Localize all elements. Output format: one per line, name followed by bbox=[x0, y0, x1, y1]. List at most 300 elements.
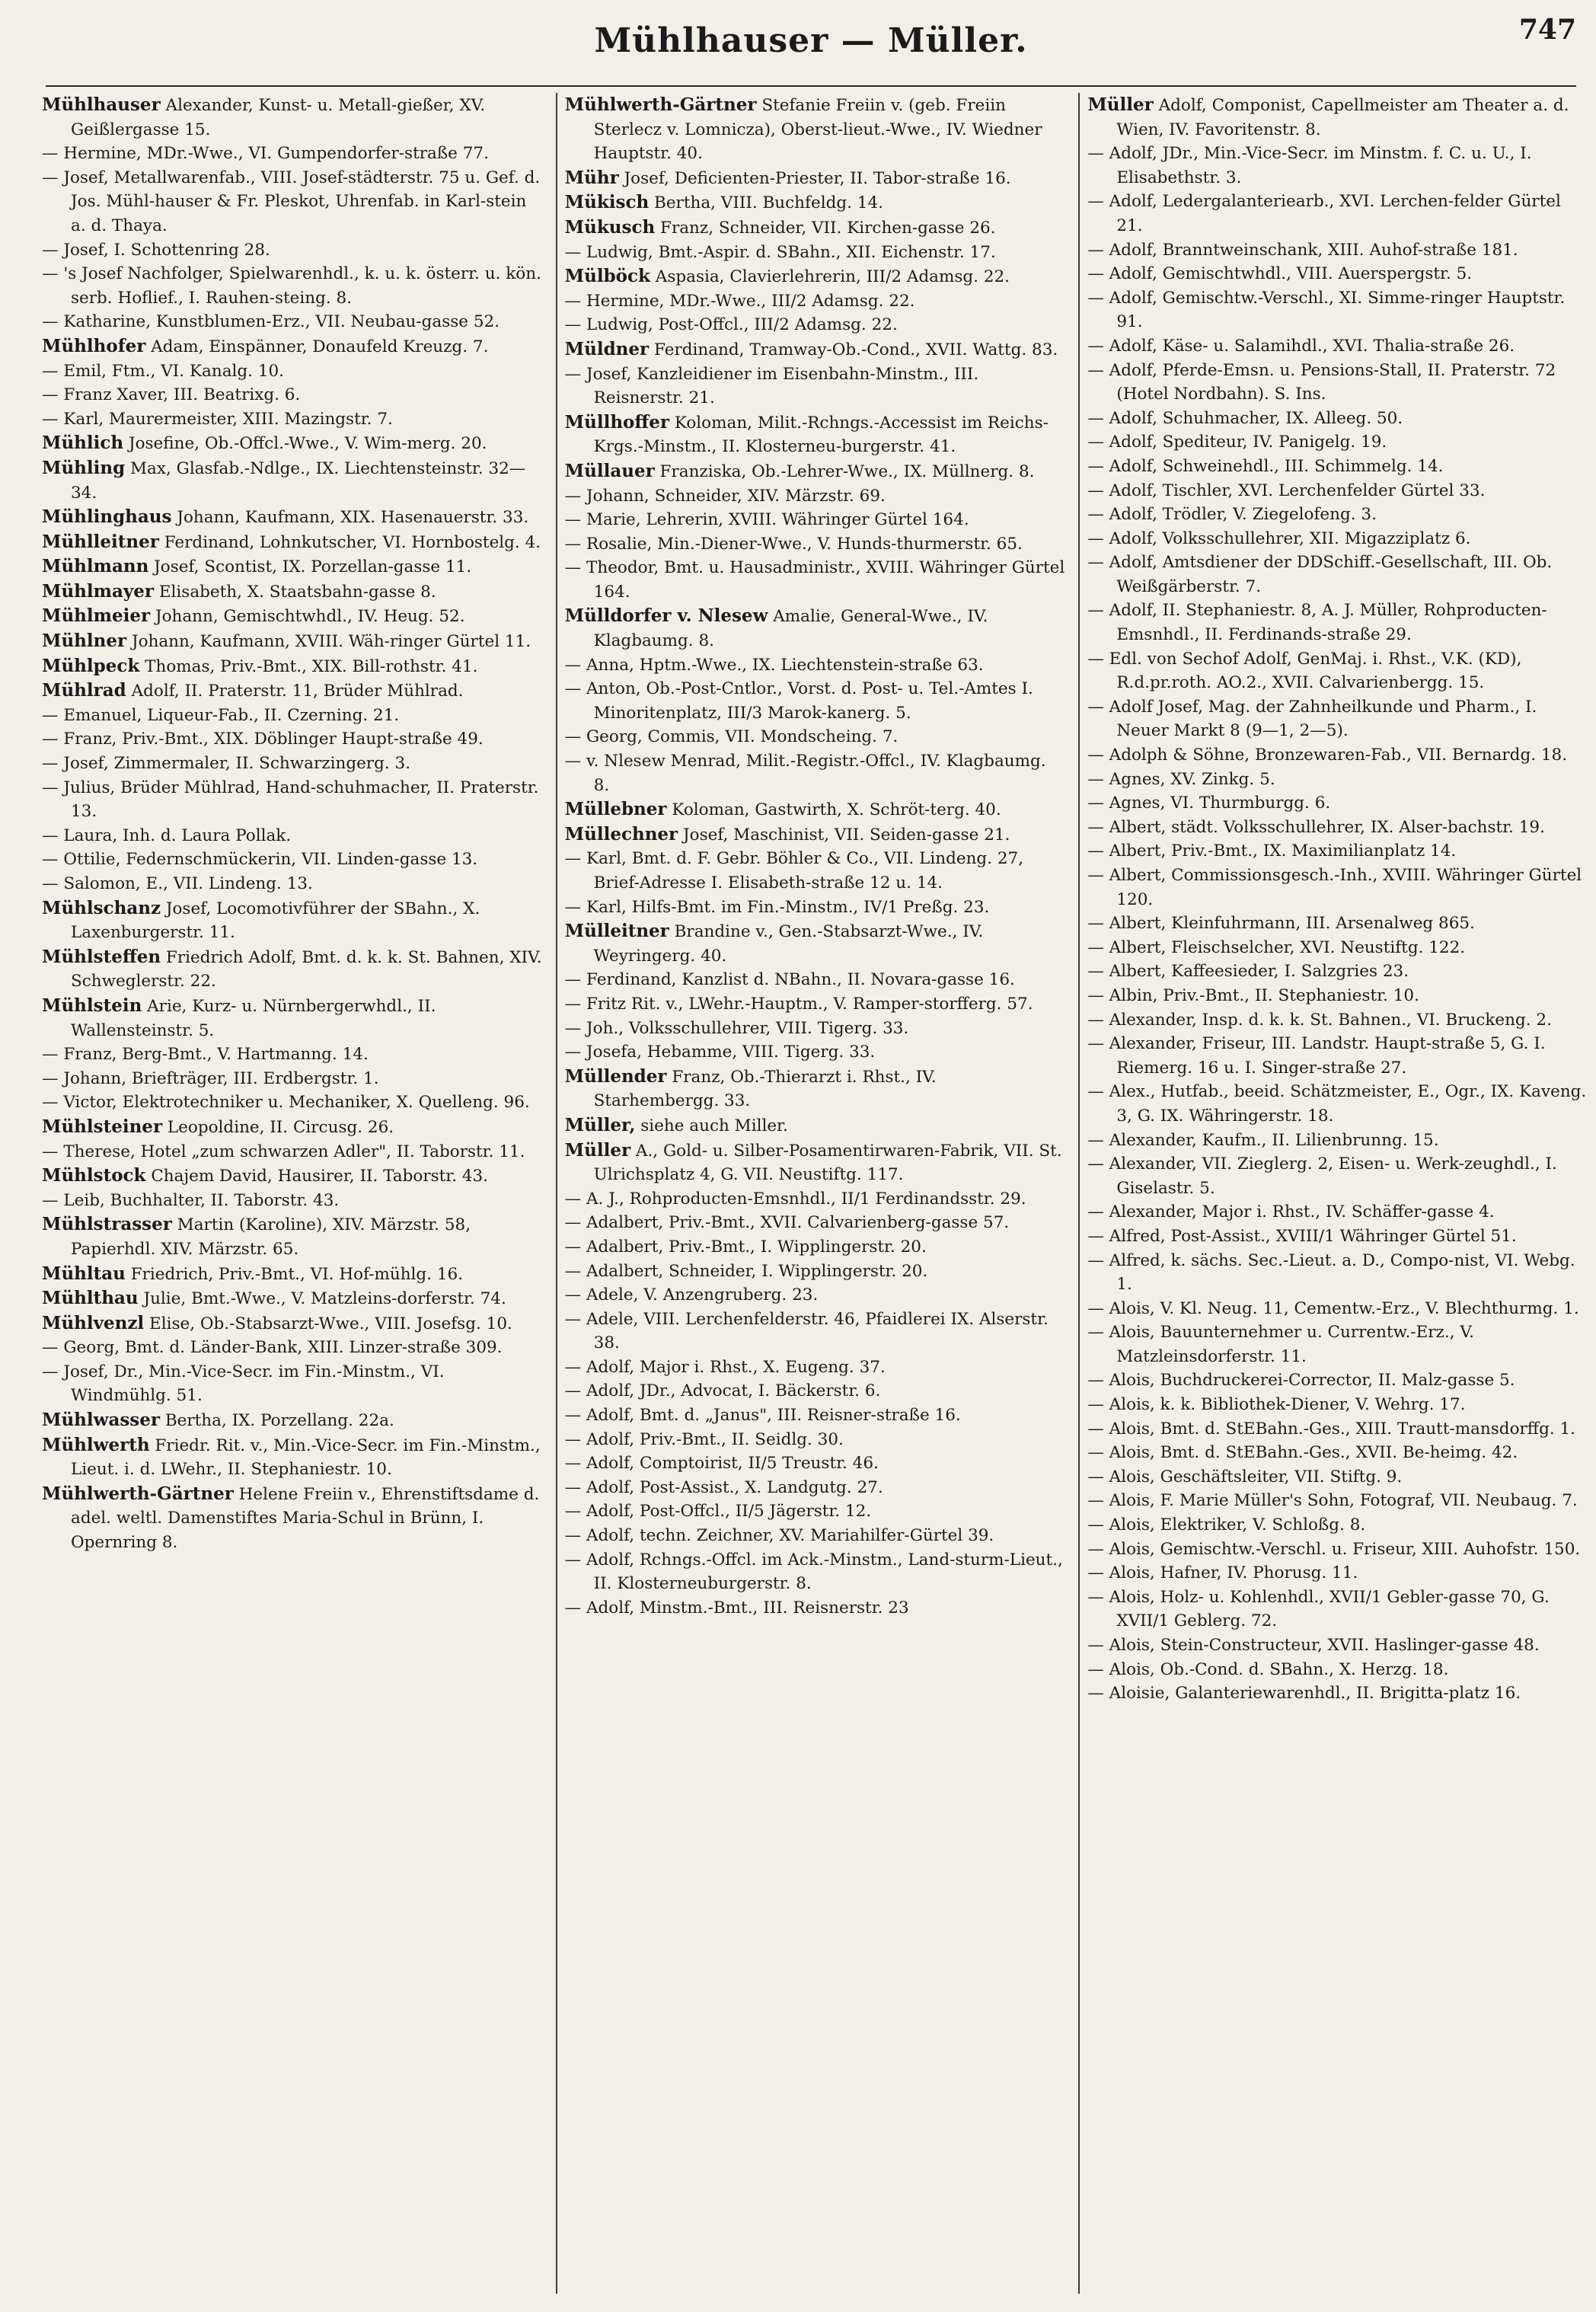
directory-entry bbox=[1087, 1200, 1588, 1225]
entry-details: — Adele, VIII. Lerchenfelderstr. 46, Pfaidlerei IX. Alserstr. 38. bbox=[564, 1309, 1049, 1353]
entry-surname: Mühlmann bbox=[42, 556, 149, 577]
entry-details: — Alois, V. Kl. Neug. 11, Cementw.-Erz., V. Blechthurmg. 1. bbox=[1087, 1298, 1579, 1318]
directory-entry bbox=[1087, 238, 1588, 263]
directory-entry bbox=[1087, 1633, 1588, 1658]
entry-details: siehe auch Miller. bbox=[635, 1116, 788, 1135]
entry-surname: Mühlsteiner bbox=[42, 1116, 163, 1137]
entry-details: — Alexander, Kaufm., II. Lilienbrunng. 15. bbox=[1087, 1130, 1439, 1150]
entry-details: Josefine, Ob.-Offcl.-Wwe., V. Wim-merg. 20. bbox=[123, 434, 487, 454]
entry-details: — Adolf, II. Stephaniestr. 8, A. J. Müller, Rohproducten-Emsnhdl., II. Ferdinands-straße 29. bbox=[1087, 601, 1547, 645]
directory-entry bbox=[1087, 1080, 1588, 1128]
entry-details: — Adolph & Söhne, Bronzewaren-Fab., VII. Bernardg. 18. bbox=[1087, 746, 1568, 765]
directory-entry bbox=[1087, 286, 1588, 334]
entry-details: Julie, Bmt.-Wwe., V. Matzleins-dorferstr. 74. bbox=[138, 1289, 506, 1309]
directory-entry bbox=[42, 727, 542, 752]
entry-details: — Adolf, Schweinehdl., III. Schimmelg. 14. bbox=[1087, 456, 1444, 476]
directory-entry bbox=[1087, 334, 1588, 359]
entry-details: — Adolf, Amtsdiener der DDSchiff.-Gesellschaft, III. Ob. Weißgärberstr. 7. bbox=[1087, 553, 1553, 596]
entry-details: Elise, Ob.-Stabsarzt-Wwe., VIII. Josefsg. 10. bbox=[144, 1314, 512, 1333]
directory-entry bbox=[1087, 1513, 1588, 1538]
directory-entry bbox=[1087, 864, 1588, 912]
entry-surname: Müller bbox=[1087, 94, 1154, 115]
directory-entry bbox=[42, 505, 542, 530]
directory-entry bbox=[42, 1164, 542, 1189]
directory-entry bbox=[42, 1286, 542, 1311]
directory-entry bbox=[565, 822, 1065, 848]
entry-details: — Therese, Hotel „zum schwarzen Adler", II. Taborstr. 11. bbox=[42, 1142, 525, 1161]
running-head: Mühlhauser — Müller. bbox=[594, 21, 1028, 60]
entry-details: — Adolf, Ledergalanteriearb., XVI. Lerchen-felder Gürtel 21. bbox=[1087, 192, 1561, 235]
entry-details: — Adolf, JDr., Advocat, I. Bäckerstr. 6. bbox=[564, 1381, 881, 1401]
directory-entry bbox=[42, 1433, 542, 1482]
entry-details: — Theodor, Bmt. u. Hausadministr., XVIII. Währinger Gürtel 164. bbox=[564, 558, 1065, 602]
directory-entry bbox=[42, 1067, 542, 1091]
entry-details: Alexander, Kunst- u. Metall-gießer, XV. Geißlergasse 15. bbox=[71, 96, 486, 139]
entry-details: — Adolf, Pferde-Emsn. u. Pensions-Stall, II. Praterstr. 72 (Hotel Nordbahn). S. Ins. bbox=[1087, 360, 1556, 404]
directory-entry bbox=[42, 310, 542, 334]
directory-entry bbox=[1087, 262, 1588, 286]
entry-details: Adolf, Componist, Capellmeister am Theater a. d. Wien, IV. Favoritenstr. 8. bbox=[1116, 96, 1569, 139]
directory-entry bbox=[1087, 647, 1588, 695]
directory-entry bbox=[565, 992, 1065, 1017]
entry-surname: Mühling bbox=[42, 457, 126, 478]
directory-entry bbox=[565, 968, 1065, 992]
entry-details: Friedr. Rit. v., Min.-Vice-Secr. im Fin.-Minstm., Lieut. i. d. LWehr., II. Stephaniestr. 10. bbox=[71, 1435, 541, 1480]
entry-details: Franz, Ob.-Thierarzt i. Rhst., IV. Starhembergg. 33. bbox=[593, 1067, 937, 1111]
entry-surname: Mülldorfer v. Nlesew bbox=[564, 605, 768, 627]
directory-entry bbox=[565, 847, 1065, 895]
directory-entry bbox=[565, 459, 1065, 484]
directory-entry bbox=[565, 1211, 1065, 1235]
entry-details: — Adolf, Minstm.-Bmt., III. Reisnerstr. 23 bbox=[564, 1598, 909, 1617]
entry-details: — Alfred, Post-Assist., XVIII/1 Währinger Gürtel 51. bbox=[1087, 1226, 1517, 1246]
directory-entry bbox=[1087, 936, 1588, 960]
entry-surname: Mühlstein bbox=[42, 995, 142, 1016]
directory-entry bbox=[565, 313, 1065, 337]
entry-details: — Adolf, Schuhmacher, IX. Alleeg. 50. bbox=[1087, 408, 1403, 428]
directory-entry bbox=[565, 532, 1065, 557]
entry-details: — Adalbert, Schneider, I. Wipplingerstr. 20. bbox=[564, 1261, 928, 1281]
directory-entry bbox=[565, 677, 1065, 725]
entry-details: Arie, Kurz- u. Nürnbergerwhdl., II. Wallensteinstr. 5. bbox=[71, 996, 436, 1040]
directory-entry bbox=[42, 1140, 542, 1164]
entry-details: Amalie, General-Wwe., IV. Klagbaumg. 8. bbox=[593, 607, 988, 651]
directory-entry bbox=[565, 1524, 1065, 1548]
entry-details: — Adolf Josef, Mag. der Zahnheilkunde und Pharm., I. Neuer Markt 8 (9—1, 2—5). bbox=[1087, 697, 1537, 741]
directory-entry bbox=[565, 1451, 1065, 1476]
directory-entry bbox=[1087, 430, 1588, 455]
directory-entry bbox=[1087, 1249, 1588, 1297]
entry-surname: Müller, bbox=[564, 1114, 636, 1135]
directory-entry bbox=[1087, 768, 1588, 792]
entry-details: — Adolf, techn. Zeichner, XV. Mariahilfer-Gürtel 39. bbox=[564, 1526, 994, 1546]
entry-details: — Adolf, Post-Assist., X. Landgutg. 27. bbox=[564, 1477, 883, 1497]
directory-entry bbox=[1087, 479, 1588, 503]
entry-surname: Mühlhofer bbox=[42, 335, 146, 356]
directory-entry bbox=[1087, 743, 1588, 768]
entry-details: — Adolf, Rchngs.-Offcl. im Ack.-Minstm., Land-sturm-Lieut., II. Klosterneuburgerstr. 8. bbox=[564, 1550, 1063, 1594]
entry-details: — Alois, Hafner, IV. Phorusg. 11. bbox=[1087, 1563, 1358, 1583]
entry-details: — Aloisie, Galanteriewarenhdl., II. Brigitta-platz 16. bbox=[1087, 1684, 1521, 1704]
entry-surname: Mühlschanz bbox=[42, 897, 161, 918]
directory-entry bbox=[42, 142, 542, 166]
entry-details: — Adolf, Branntweinschank, XIII. Auhof-straße 181. bbox=[1087, 240, 1518, 260]
entry-details: — Emil, Ftm., VI. Kanalg. 10. bbox=[42, 361, 285, 381]
directory-entry bbox=[42, 896, 542, 945]
directory-entry bbox=[565, 1235, 1065, 1260]
directory-entry bbox=[565, 604, 1065, 653]
directory-entry bbox=[1087, 359, 1588, 407]
directory-entry bbox=[42, 1360, 542, 1408]
entry-details: — Adolf, JDr., Min.-Vice-Secr. im Minstm. f. C. u. U., I. Elisabethstr. 3. bbox=[1087, 144, 1532, 187]
entry-details: — Albert, Fleischselcher, XVI. Neustiftg. 122. bbox=[1087, 937, 1466, 957]
entry-details: — Adolf, Volksschullehrer, XII. Migazziplatz 6. bbox=[1087, 529, 1471, 548]
directory-entry bbox=[1087, 1681, 1588, 1706]
directory-entry bbox=[565, 508, 1065, 532]
directory-entry bbox=[565, 1499, 1065, 1524]
directory-entry bbox=[565, 190, 1065, 216]
entry-surname: Mühlich bbox=[42, 433, 124, 454]
directory-entry bbox=[565, 1283, 1065, 1308]
directory-entry bbox=[565, 241, 1065, 265]
entry-details: Martin (Karoline), XIV. Märzstr. 58, Papierhdl. XIV. Märzstr. 65. bbox=[71, 1215, 471, 1259]
directory-entry bbox=[1087, 1417, 1588, 1442]
entry-details: Friedrich, Priv.-Bmt., VI. Hof-mühlg. 16. bbox=[125, 1264, 464, 1284]
entry-details: — Alois, Buchdruckerei-Corrector, II. Malz-gasse 5. bbox=[1087, 1371, 1515, 1391]
entry-details: Friedrich Adolf, Bmt. d. k. k. St. Bahnen, XIV. Schweglerstr. 22. bbox=[71, 947, 542, 992]
directory-entry bbox=[42, 580, 542, 605]
directory-entry bbox=[565, 289, 1065, 314]
entry-details: — Josef, Zimmermaler, II. Schwarzingerg. 3. bbox=[42, 754, 411, 774]
directory-entry bbox=[1087, 1129, 1588, 1153]
entry-details: — Joh., Volksschullehrer, VIII. Tigerg. 33. bbox=[564, 1018, 909, 1038]
entry-surname: Mühltau bbox=[42, 1263, 126, 1284]
entry-surname: Mühlleitner bbox=[42, 531, 159, 552]
entry-details: — Edl. von Sechof Adolf, GenMaj. i. Rhst., V.K. (KD), R.d.pr.roth. AO.2., XVII. Calvarienbergg. 15. bbox=[1087, 649, 1522, 693]
entry-details: — Albert, Priv.-Bmt., IX. Maximilianplatz 14. bbox=[1087, 841, 1457, 861]
entry-details: Josef, Locomotivführer der SBahn., X. Laxenburgerstr. 11. bbox=[71, 899, 480, 943]
entry-details: — Katharine, Kunstblumen-Erz., VII. Neubau-gasse 52. bbox=[42, 312, 500, 332]
entry-surname: Mühlhauser bbox=[42, 94, 161, 115]
directory-entry bbox=[565, 1428, 1065, 1452]
entry-details: — Adolf, Trödler, V. Ziegelofeng. 3. bbox=[1087, 505, 1377, 525]
entry-details: — Josef, Kanzleidiener im Eisenbahn-Minstm., III. Reisnerstr. 21. bbox=[564, 364, 979, 408]
directory-entry bbox=[565, 1596, 1065, 1621]
entry-details: Adolf, II. Praterstr. 11, Brüder Mühlrad. bbox=[126, 682, 464, 701]
directory-entry bbox=[42, 431, 542, 456]
entry-details: — Alois, Geschäftsleiter, VII. Stiftg. 9. bbox=[1087, 1467, 1403, 1487]
directory-entry bbox=[42, 872, 542, 896]
directory-entry bbox=[42, 166, 542, 238]
directory-entry bbox=[565, 337, 1065, 362]
directory-entry bbox=[42, 1115, 542, 1140]
entry-details: — Alois, k. k. Bibliothek-Diener, V. Wehrg. 17. bbox=[1087, 1395, 1466, 1415]
directory-entry bbox=[1087, 1465, 1588, 1490]
entry-details: — 's Josef Nachfolger, Spielwarenhdl., k. u. k. österr. u. kön. serb. Hoflief., I. Rauhen-steing. 8. bbox=[42, 264, 541, 308]
column-middle bbox=[556, 93, 1065, 2294]
entry-details: — Adalbert, Priv.-Bmt., I. Wipplingerstr. 20. bbox=[564, 1237, 927, 1257]
entry-details: — Georg, Bmt. d. Länder-Bank, XIII. Linzer-straße 309. bbox=[42, 1338, 503, 1358]
directory-entry bbox=[42, 704, 542, 728]
entry-surname: Mühlvenzl bbox=[42, 1312, 145, 1333]
entry-details: Josef, Deficienten-Priester, II. Tabor-straße 16. bbox=[618, 168, 1011, 188]
header-rule bbox=[46, 85, 1576, 87]
directory-entry bbox=[565, 93, 1065, 166]
entry-details: — Johann, Schneider, XIV. Märzstr. 69. bbox=[564, 486, 886, 506]
entry-surname: Mühlthau bbox=[42, 1288, 139, 1309]
entry-details: — v. Nlesew Menrad, Milit.-Registr.-Offcl., IV. Klagbaumg. 8. bbox=[564, 752, 1046, 795]
entry-details: Josef, Maschinist, VII. Seiden-gasse 21. bbox=[678, 825, 1010, 845]
entry-details: Aspasia, Clavierlehrerin, III/2 Adamsg. 22. bbox=[650, 267, 1010, 287]
directory-entry bbox=[42, 994, 542, 1043]
entry-details: — Adolf, Bmt. d. „Janus", III. Reisner-straße 16. bbox=[564, 1406, 961, 1426]
entry-details: Franziska, Ob.-Lehrer-Wwe., IX. Müllnerg. 8. bbox=[654, 461, 1035, 481]
directory-entry bbox=[42, 1336, 542, 1360]
directory-entry bbox=[1087, 1586, 1588, 1633]
entry-details: — Albert, städt. Volksschullehrer, IX. Alser-bachstr. 19. bbox=[1087, 817, 1545, 837]
entry-details: — Karl, Bmt. d. F. Gebr. Böhler & Co., VII. Lindeng. 27, Brief-Adresse I. Elisabeth-straße 12 u. 14. bbox=[564, 849, 1024, 893]
entry-details: — Alfred, k. sächs. Sec.-Lieut. a. D., Compo-nist, VI. Webg. 1. bbox=[1087, 1250, 1575, 1295]
directory-entry bbox=[565, 1017, 1065, 1041]
directory-entry bbox=[1087, 816, 1588, 840]
entry-details: — Adolf, Gemischtw.-Verschl., XI. Simme-ringer Hauptstr. 91. bbox=[1087, 288, 1566, 332]
directory-entry bbox=[42, 1091, 542, 1115]
directory-entry bbox=[1087, 1658, 1588, 1682]
entry-details: — Georg, Commis, VII. Mondscheing. 7. bbox=[564, 727, 899, 747]
entry-surname: Mühlner bbox=[42, 631, 127, 652]
entry-surname: Müllebner bbox=[564, 799, 667, 820]
entry-details: — Ludwig, Post-Offcl., III/2 Adamsg. 22. bbox=[564, 315, 898, 335]
directory-entry bbox=[565, 1356, 1065, 1380]
entry-details: Chajem David, Hausirer, II. Taborstr. 43. bbox=[145, 1167, 489, 1186]
entry-details: — Adalbert, Priv.-Bmt., XVII. Calvarienberg-gasse 57. bbox=[564, 1213, 1010, 1233]
directory-entry bbox=[42, 530, 542, 555]
directory-entry bbox=[565, 1260, 1065, 1284]
directory-entry bbox=[1087, 93, 1588, 142]
entry-details: — Adele, V. Anzengruberg. 23. bbox=[564, 1285, 819, 1305]
directory-entry bbox=[1087, 190, 1588, 238]
entry-surname: Mühlinghaus bbox=[42, 506, 172, 528]
entry-details: — Josef, Metallwarenfab., VIII. Josef-städterstr. 75 u. Gef. d. Jos. Mühl-hauser & Fr. Pleskot, Uhrenfab. in Karl-stein a. d. Thaya. bbox=[42, 168, 541, 235]
entry-details: — Victor, Elektrotechniker u. Mechaniker, X. Quelleng. 96. bbox=[42, 1093, 530, 1113]
directory-entry bbox=[1087, 1538, 1588, 1562]
entry-details: — Rosalie, Min.-Diener-Wwe., V. Hunds-thurmerstr. 65. bbox=[564, 534, 1023, 554]
entry-details: — Alois, Ob.-Cond. d. SBahn., X. Herzg. 18. bbox=[1087, 1659, 1449, 1679]
entry-details: — Adolf, Major i. Rhst., X. Eugeng. 37. bbox=[564, 1357, 886, 1377]
directory-entry bbox=[42, 604, 542, 629]
entry-details: — Josef, I. Schottenring 28. bbox=[42, 240, 270, 260]
entry-surname: Müllhoffer bbox=[564, 411, 670, 433]
directory-entry bbox=[1087, 1297, 1588, 1321]
directory-entry bbox=[42, 945, 542, 994]
entry-surname: Mühlwerth bbox=[42, 1434, 150, 1455]
directory-entry bbox=[565, 749, 1065, 797]
entry-details: — Emanuel, Liqueur-Fab., II. Czerning. 21. bbox=[42, 705, 400, 725]
entry-details: — Albert, Commissionsgesch.-Inh., XVIII. Währinger Gürtel 120. bbox=[1087, 866, 1582, 909]
directory-entry bbox=[565, 264, 1065, 289]
directory-entry bbox=[565, 919, 1065, 968]
directory-entry bbox=[1087, 1368, 1588, 1393]
entry-details: — Albert, Kaffeesieder, I. Salzgries 23. bbox=[1087, 962, 1409, 982]
entry-details: Stefanie Freiin v. (geb. Freiin Sterlecz v. Lomnicza), Oberst-lieut.-Wwe., IV. Wiedner Hauptstr. 40. bbox=[593, 96, 1042, 164]
entry-surname: Mühlsteffen bbox=[42, 946, 161, 967]
entry-details: Elisabeth, X. Staatsbahn-gasse 8. bbox=[154, 582, 436, 602]
entry-details: Bertha, VIII. Buchfeldg. 14. bbox=[649, 193, 883, 213]
entry-details: — Alois, Gemischtw.-Verschl. u. Friseur, XIII. Auhofstr. 150. bbox=[1087, 1539, 1581, 1559]
entry-details: — Ottilie, Federnschmückerin, VII. Linden-gasse 13. bbox=[42, 850, 478, 870]
directory-entry bbox=[1087, 912, 1588, 936]
directory-entry bbox=[565, 410, 1065, 459]
entry-details: — Karl, Maurermeister, XIII. Mazingstr. 7. bbox=[42, 409, 393, 429]
directory-entry bbox=[42, 1408, 542, 1433]
directory-entry bbox=[42, 1482, 542, 1555]
entry-details: — Franz, Berg-Bmt., V. Hartmanng. 14. bbox=[42, 1045, 369, 1065]
entry-surname: Mühlmeier bbox=[42, 605, 151, 627]
directory-entry bbox=[1087, 1152, 1588, 1200]
directory-entry bbox=[1087, 527, 1588, 551]
directory-entry bbox=[1087, 1225, 1588, 1249]
directory-entry bbox=[565, 1113, 1065, 1138]
directory-entry bbox=[565, 166, 1065, 191]
directory-entry bbox=[42, 776, 542, 824]
directory-entry bbox=[42, 654, 542, 679]
directory-entry bbox=[42, 629, 542, 654]
entry-surname: Mülleitner bbox=[564, 921, 669, 942]
directory-entry bbox=[42, 93, 542, 142]
entry-details: — Hermine, MDr.-Wwe., III/2 Adamsg. 22. bbox=[564, 291, 915, 311]
directory-entry bbox=[42, 1043, 542, 1067]
directory-entry bbox=[565, 1040, 1065, 1065]
entry-details: Johann, Gemischtwhdl., IV. Heug. 52. bbox=[150, 607, 465, 627]
directory-entry bbox=[42, 334, 542, 359]
entry-details: — Franz, Priv.-Bmt., XIX. Döblinger Haupt-straße 49. bbox=[42, 730, 484, 749]
entry-details: — Ferdinand, Kanzlist d. NBahn., II. Novara-gasse 16. bbox=[564, 970, 1015, 990]
directory-entry bbox=[565, 1403, 1065, 1428]
directory-entry bbox=[1087, 791, 1588, 816]
entry-surname: Mükisch bbox=[564, 192, 650, 213]
entry-details: — Julius, Brüder Mühlrad, Hand-schuhmacher, II. Praterstr. 13. bbox=[42, 778, 539, 822]
directory-entry bbox=[42, 262, 542, 310]
directory-entry bbox=[565, 484, 1065, 509]
directory-entry bbox=[1087, 1032, 1588, 1080]
directory-entry bbox=[42, 1189, 542, 1213]
directory-entry bbox=[42, 1262, 542, 1287]
entry-details: A., Gold- u. Silber-Posamentirwaren-Fabrik, VII. St. Ulrichsplatz 4, G. VII. Neustiftg. 117. bbox=[593, 1141, 1062, 1185]
directory-entry bbox=[42, 456, 542, 505]
entry-details: — A. J., Rohproducten-Emsnhdl., II/1 Ferdinandsstr. 29. bbox=[564, 1189, 1026, 1209]
directory-entry bbox=[42, 679, 542, 704]
entry-details: — Adolf, Gemischtwhdl., VIII. Auerspergstr. 5. bbox=[1087, 264, 1473, 284]
directory-entry bbox=[42, 238, 542, 263]
entry-details: — Adolf, Priv.-Bmt., II. Seidlg. 30. bbox=[564, 1429, 844, 1449]
entry-details: — Karl, Hilfs-Bmt. im Fin.-Minstm., IV/1 Preßg. 23. bbox=[564, 897, 990, 917]
page-number: 747 bbox=[1518, 14, 1576, 46]
entry-surname: Mühlstock bbox=[42, 1165, 146, 1186]
entry-details: — Alexander, Friseur, III. Landstr. Haupt-straße 5, G. I. Riemerg. 16 u. I. Singer-straße 27. bbox=[1087, 1034, 1546, 1078]
entry-details: Ferdinand, Lohnkutscher, VI. Hornbostelg. 4. bbox=[158, 532, 541, 552]
column-right bbox=[1078, 93, 1588, 2294]
directory-entry bbox=[1087, 1393, 1588, 1417]
page-header bbox=[46, 6, 1576, 90]
entry-details: — Marie, Lehrerin, XVIII. Währinger Gürtel 164. bbox=[564, 510, 969, 530]
entry-surname: Müllauer bbox=[564, 460, 655, 481]
directory-entry bbox=[565, 1308, 1065, 1356]
directory-entry bbox=[1087, 1008, 1588, 1033]
directory-entry bbox=[1087, 695, 1588, 743]
entry-details: — Alois, Holz- u. Kohlenhdl., XVII/1 Gebler-gasse 70, G. XVII/1 Geblerg. 72. bbox=[1087, 1587, 1550, 1631]
entry-details: — Alexander, Major i. Rhst., IV. Schäffer-gasse 4. bbox=[1087, 1202, 1495, 1222]
directory-entry bbox=[1087, 1320, 1588, 1368]
directory-entry bbox=[565, 1548, 1065, 1596]
entry-details: — Alois, Bmt. d. StEBahn.-Ges., XIII. Trautt-mansdorffg. 1. bbox=[1087, 1419, 1576, 1439]
entry-details: — Josef, Dr., Min.-Vice-Secr. im Fin.-Minstm., VI. Windmühlg. 51. bbox=[42, 1362, 445, 1406]
directory-entry bbox=[565, 556, 1065, 604]
entry-details: — Adolf, Spediteur, IV. Panigelg. 19. bbox=[1087, 433, 1387, 452]
entry-details: — Alex., Hutfab., beeid. Schätzmeister, E., Ogr., IX. Kaveng. 3, G. IX. Währingerstr. 18. bbox=[1087, 1082, 1587, 1126]
directory-entry bbox=[42, 383, 542, 407]
directory-entry bbox=[565, 725, 1065, 749]
entry-details: — Laura, Inh. d. Laura Pollak. bbox=[42, 825, 292, 845]
directory-entry bbox=[565, 216, 1065, 241]
entry-details: — Alexander, Insp. d. k. k. St. Bahnen., VI. Bruckeng. 2. bbox=[1087, 1010, 1552, 1030]
entry-details: Johann, Kaufmann, XVIII. Wäh-ringer Gürtel 11. bbox=[126, 632, 531, 652]
entry-details: — Albert, Kleinfuhrmann, III. Arsenalweg 865. bbox=[1087, 914, 1475, 934]
entry-details: — Ludwig, Bmt.-Aspir. d. SBahn., XII. Eichenstr. 17. bbox=[564, 242, 996, 262]
entry-details: Johann, Kaufmann, XIX. Hasenauerstr. 33. bbox=[171, 508, 529, 528]
entry-surname: Müldner bbox=[564, 338, 650, 359]
directory-entry bbox=[42, 554, 542, 580]
entry-details: Ferdinand, Tramway-Ob.-Cond., XVII. Wattg. 83. bbox=[649, 340, 1058, 359]
directory-entry bbox=[565, 896, 1065, 920]
entry-details: — Fritz Rit. v., LWehr.-Hauptm., V. Ramper-storfferg. 57. bbox=[564, 994, 1033, 1014]
directory-entry bbox=[565, 1379, 1065, 1403]
entry-details: — Johann, Briefträger, III. Erdbergstr. 1. bbox=[42, 1068, 379, 1088]
entry-details: — Anna, Hptm.-Wwe., IX. Liechtenstein-straße 63. bbox=[564, 655, 984, 675]
directory-entry bbox=[42, 752, 542, 776]
entry-details: Thomas, Priv.-Bmt., XIX. Bill-rothstr. 41. bbox=[139, 656, 478, 676]
directory-entry bbox=[1087, 599, 1588, 647]
entry-details: Josef, Scontist, IX. Porzellan-gasse 11. bbox=[148, 557, 472, 577]
directory-entry bbox=[565, 797, 1065, 822]
entry-surname: Müllender bbox=[564, 1065, 667, 1087]
directory-entry bbox=[565, 1476, 1065, 1500]
directory-entry bbox=[1087, 407, 1588, 431]
entry-details: — Alois, F. Marie Müller's Sohn, Fotograf, VII. Neubaug. 7. bbox=[1087, 1491, 1578, 1511]
directory-entry bbox=[1087, 984, 1588, 1008]
entry-surname: Mühlstrasser bbox=[42, 1214, 172, 1235]
entry-details: — Leib, Buchhalter, II. Taborstr. 43. bbox=[42, 1190, 340, 1210]
entry-surname: Mülböck bbox=[564, 266, 650, 287]
entry-details: Adam, Einspänner, Donaufeld Kreuzg. 7. bbox=[145, 337, 489, 356]
directory-entry bbox=[1087, 503, 1588, 527]
entry-details: Koloman, Milit.-Rchngs.-Accessist im Reichs-Krgs.-Minstm., II. Klosterneu-burgerstr. 41. bbox=[593, 413, 1049, 457]
directory-entry bbox=[565, 362, 1065, 410]
entry-details: — Agnes, XV. Zinkg. 5. bbox=[1087, 769, 1275, 789]
directory-entry bbox=[42, 1311, 542, 1336]
directory-entry bbox=[42, 359, 542, 384]
entry-details: — Adolf, Tischler, XVI. Lerchenfelder Gürtel 33. bbox=[1087, 481, 1486, 500]
directory-entry bbox=[1087, 1561, 1588, 1586]
entry-details: — Alexander, VII. Zieglerg. 2, Eisen- u. Werk-zeughdl., I. Giselastr. 5. bbox=[1087, 1154, 1557, 1198]
directory-entry bbox=[42, 1212, 542, 1261]
entry-details: — Agnes, VI. Thurmburgg. 6. bbox=[1087, 794, 1331, 813]
directory-entry bbox=[1087, 839, 1588, 864]
entry-surname: Mühr bbox=[564, 167, 619, 188]
entry-surname: Mühlmayer bbox=[42, 580, 154, 602]
entry-details: Leopoldine, II. Circusg. 26. bbox=[162, 1117, 394, 1137]
directory-entry bbox=[42, 824, 542, 848]
entry-details: — Franz Xaver, III. Beatrixg. 6. bbox=[42, 385, 301, 405]
